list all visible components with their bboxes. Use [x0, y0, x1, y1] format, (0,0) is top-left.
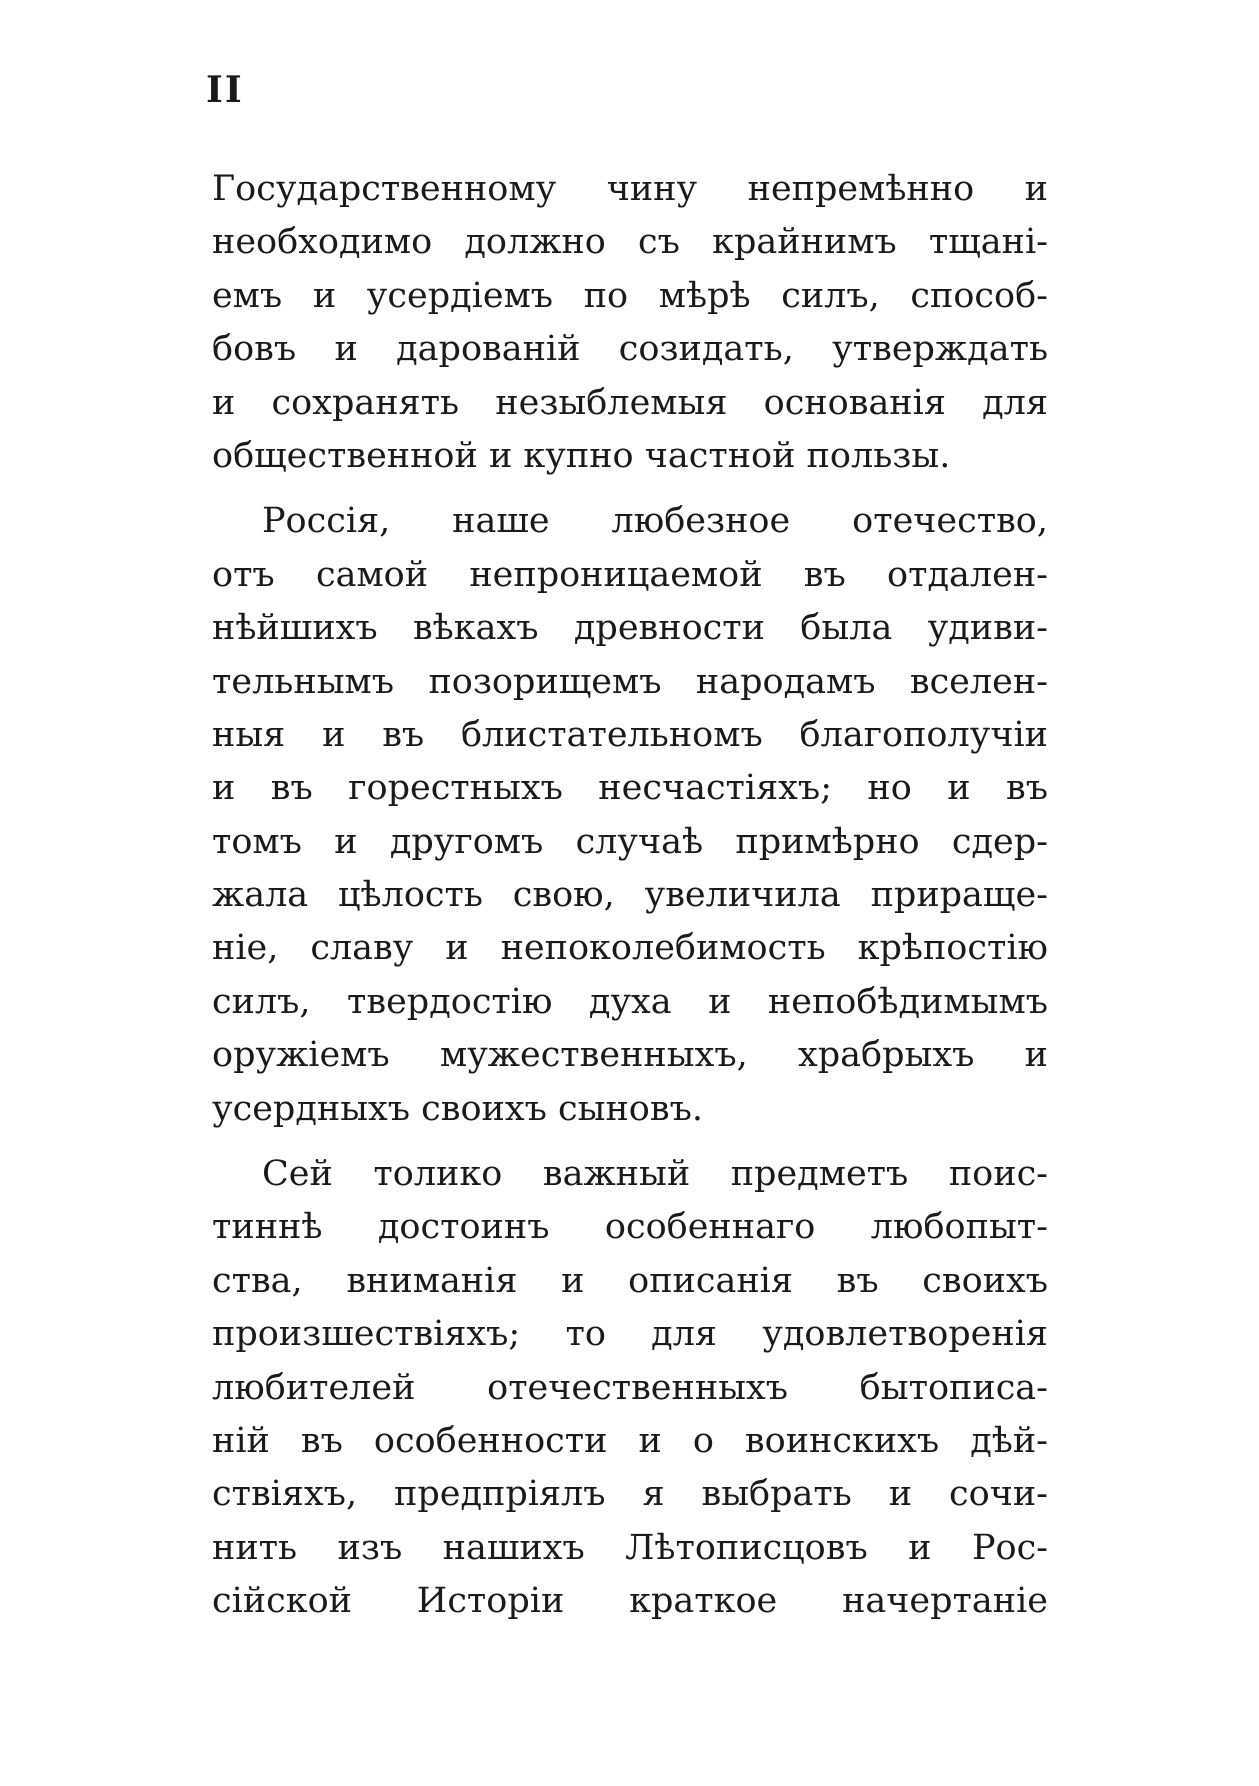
text-line: бовъ и дарованій созидать, утверждать [212, 329, 1048, 370]
text-line: емъ и усердіемъ по мѣрѣ силъ, способ- [212, 275, 1048, 316]
text-line: жала цѣлость свою, увеличила приращe- [212, 875, 1048, 916]
text-line: тельнымъ позорищемъ народамъ вселен- [212, 661, 1048, 702]
paragraph-3 [212, 1148, 1048, 1629]
text-line: Сей толико важный предметъ поис- [262, 1154, 1048, 1195]
text-line: ніе, славу и непоколебимость крѣпостію [212, 928, 1048, 969]
text-line: усердныхъ своихъ сыновъ. [212, 1088, 703, 1129]
text-line: ныя и въ блистательномъ благополучіи [212, 714, 1048, 755]
text-line: сійской Исторіи краткое начертаніе [212, 1581, 1048, 1622]
paragraph-2 [212, 495, 1048, 1136]
text-line: ній въ особенности и о воинскихъ дѣй- [212, 1420, 1048, 1461]
page-number: II [206, 69, 244, 111]
text-line: общественной и купно частной пользы. [212, 435, 951, 476]
text-line: нить изъ нашихъ Лѣтописцовъ и Рос- [212, 1527, 1048, 1568]
text-line: оружіемъ мужественныхъ, храбрыхъ и [212, 1035, 1048, 1076]
text-line: Государственному чину непремѣнно и [212, 169, 1048, 209]
text-line: отъ самой непроницаемой въ отдален- [212, 554, 1048, 595]
text-line: произшествіяхъ; то для удовлетворенія [212, 1314, 1048, 1355]
text-line: и въ горестныхъ несчастіяхъ; но и въ [212, 768, 1048, 809]
body-text [212, 163, 1048, 1629]
text-line: силъ, твердостію духа и непобѣдимымъ [212, 981, 1048, 1022]
text-line: ствіяхъ, предпріялъ я выбрать и сочи- [212, 1474, 1048, 1515]
paragraph-1 [212, 163, 1048, 483]
text-line: ства, вниманія и описанія въ своихъ [212, 1260, 1048, 1301]
text-line: тиннѣ достоинъ особеннаго любопыт- [212, 1207, 1048, 1248]
text-line: любителей отечественныхъ бытописа- [212, 1367, 1048, 1408]
text-line: и сохранять незыблемыя основанія для [212, 382, 1048, 423]
text-line: томъ и другомъ случаѣ примѣрно сдер- [212, 821, 1048, 862]
text-line: нѣйшихъ вѣкахъ древности была удиви- [212, 608, 1048, 649]
text-line: необходимо должно съ крайнимъ тщані- [212, 222, 1048, 263]
text-line: Россія, наше любезное отечество, [262, 501, 1048, 542]
